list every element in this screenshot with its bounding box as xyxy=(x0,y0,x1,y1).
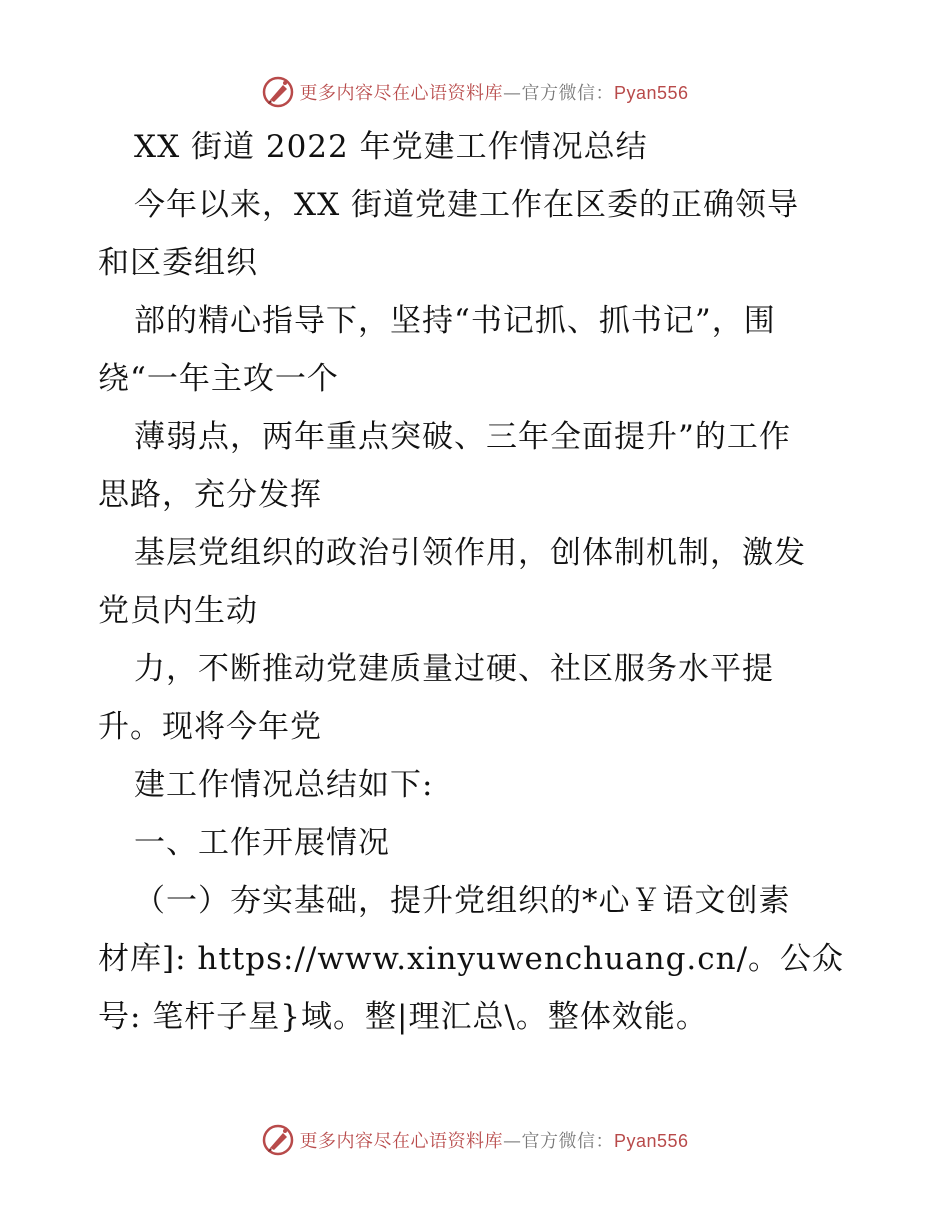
section-heading: 一、工作开展情况 xyxy=(134,825,390,861)
pen-logo-icon xyxy=(261,1123,295,1157)
paragraph-line: 薄弱点，两年重点突破、三年全面提升”的工作 xyxy=(134,419,791,455)
paragraph-line: 升。现将今年党 xyxy=(98,709,322,745)
footer-banner xyxy=(0,1120,950,1160)
header-banner xyxy=(0,72,950,112)
paragraph-line: 和区委组织 xyxy=(98,245,258,281)
document-title: XX 街道 2022 年党建工作情况总结 xyxy=(134,129,648,165)
paragraph-line: 力，不断推动党建质量过硬、社区服务水平提 xyxy=(134,651,774,687)
paragraph-line: 材库]: https://www.xinyuwenchuang.cn/。公众 xyxy=(98,941,845,977)
subsection-heading: （一）夯实基础，提升党组织的*心￥语文创素 xyxy=(134,883,791,919)
pen-logo-icon xyxy=(261,75,295,109)
banner-text: 更多内容尽在心语资料库—官方微信：Pyan556 xyxy=(299,83,689,104)
paragraph-line: 基层党组织的政治引领作用，创体制机制，激发 xyxy=(134,535,806,571)
paragraph-line: 绕“一年主攻一个 xyxy=(98,361,339,397)
paragraph-line: 建工作情况总结如下: xyxy=(134,767,434,803)
document-body xyxy=(98,118,858,1046)
banner-text: 更多内容尽在心语资料库—官方微信：Pyan556 xyxy=(299,1131,689,1152)
paragraph-line: 部的精心指导下，坚持“书记抓、抓书记”，围 xyxy=(134,303,776,339)
paragraph-line: 号: 笔杆子星}域。整|理汇总\。整体效能。 xyxy=(98,999,708,1035)
paragraph-line: 思路，充分发挥 xyxy=(98,477,322,513)
paragraph-line: 党员内生动 xyxy=(98,593,258,629)
paragraph-line: 今年以来，XX 街道党建工作在区委的正确领导 xyxy=(134,187,799,223)
